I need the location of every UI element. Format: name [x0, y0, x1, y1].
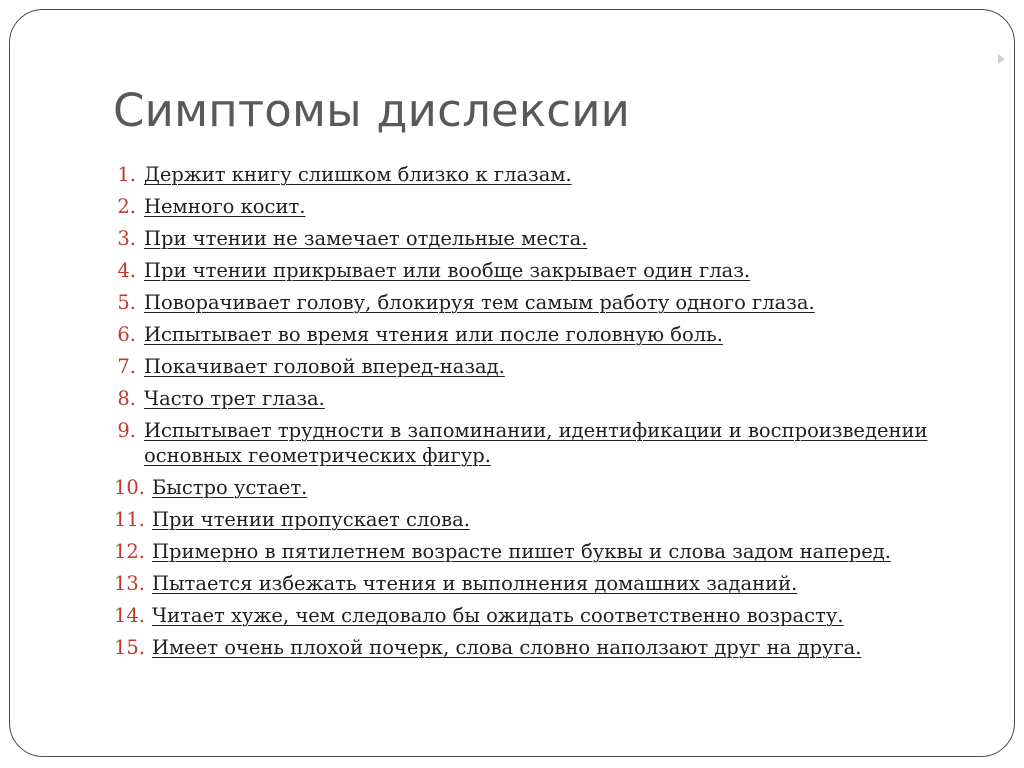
item-text: Поворачивает голову, блокируя тем самым работу одного глаза.: [144, 291, 815, 314]
item-number: 10.: [113, 476, 145, 499]
item-text: Примерно в пятилетнем возрасте пишет буквы и слова задом наперед.: [152, 540, 891, 563]
symptom-item: [110, 258, 970, 283]
item-number: 12.: [113, 540, 145, 563]
symptom-item: [110, 475, 970, 500]
item-text: Читает хуже, чем следовало бы ожидать соответственно возрасту.: [152, 604, 844, 627]
item-number: 8.: [117, 387, 136, 410]
triangle-marker-icon: [998, 54, 1005, 64]
slide-title: Симптомы дислексии: [113, 84, 631, 137]
item-text: Покачивает головой вперед-назад.: [144, 355, 505, 378]
item-text: При чтении прикрывает или вообще закрывает один глаз.: [144, 259, 751, 282]
symptom-item: [110, 290, 970, 315]
item-number: 2.: [117, 195, 136, 218]
symptom-item: [110, 507, 970, 532]
item-text: При чтении пропускает слова.: [152, 508, 470, 531]
symptom-item: [110, 354, 970, 379]
item-text: Немного косит.: [144, 195, 306, 218]
item-number: 1.: [117, 163, 136, 186]
symptom-item: [110, 162, 970, 187]
item-text: Держит книгу слишком близко к глазам.: [144, 163, 572, 186]
symptom-item: [110, 226, 970, 251]
item-number: 5.: [117, 291, 136, 314]
symptom-item: [110, 418, 970, 468]
item-number: 14.: [113, 604, 145, 627]
symptom-list: [110, 162, 970, 667]
symptom-item: [110, 635, 970, 660]
item-text: Часто трет глаза.: [144, 387, 325, 410]
symptom-item: [110, 386, 970, 411]
item-number: 7.: [117, 355, 136, 378]
item-number: 4.: [117, 259, 136, 282]
item-text: Быстро устает.: [152, 476, 308, 499]
symptom-item: [110, 571, 970, 596]
item-number: 15.: [113, 636, 145, 659]
symptom-item: [110, 322, 970, 347]
item-text: Имеет очень плохой почерк, слова словно наползают друг на друга.: [152, 636, 862, 659]
item-text: Испытывает во время чтения или после головную боль.: [144, 323, 723, 346]
item-number: 13.: [113, 572, 145, 595]
item-number: 3.: [117, 227, 136, 250]
symptom-item: [110, 194, 970, 219]
symptom-item: [110, 603, 970, 628]
item-number: 9.: [117, 419, 136, 442]
item-number: 6.: [117, 323, 136, 346]
item-text: Пытается избежать чтения и выполнения домашних заданий.: [152, 572, 798, 595]
item-text: При чтении не замечает отдельные места.: [144, 227, 588, 250]
symptom-item: [110, 539, 970, 564]
item-text: Испытывает трудности в запоминании, идентификации и воспроизведении основных геометрических фигур.: [144, 419, 928, 467]
item-number: 11.: [113, 508, 145, 531]
